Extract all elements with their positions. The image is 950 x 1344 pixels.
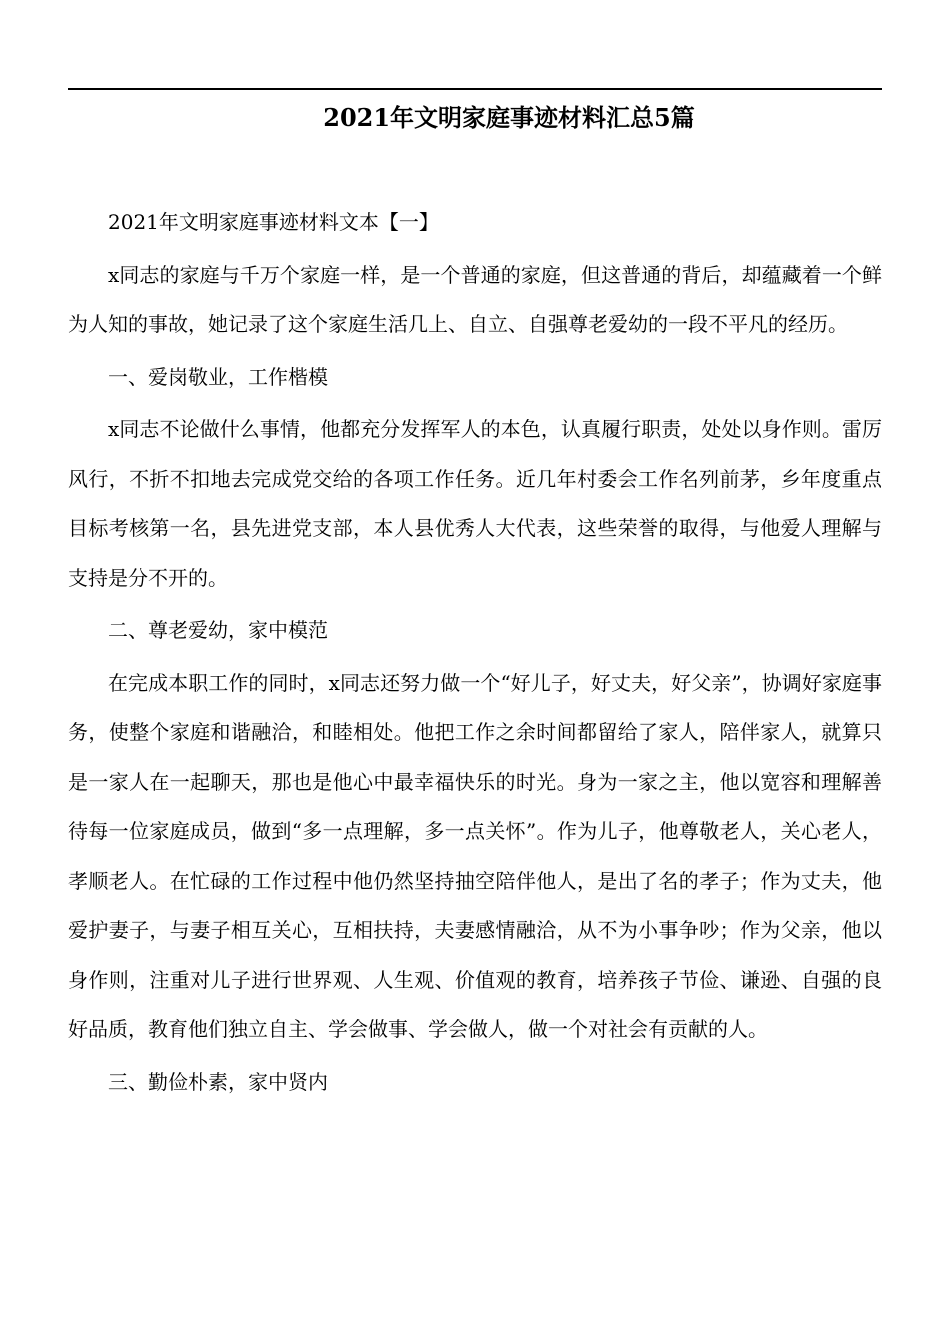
subsection-heading: 三、勤俭朴素，家中贤内 <box>108 1069 328 1094</box>
subsection-heading: 二、尊老爱幼，家中模范 <box>108 618 328 642</box>
document-body <box>68 198 882 1110</box>
subsection-heading: 一、爱岗敬业，工作楷模 <box>108 364 328 389</box>
document-title: 2021年文明家庭事迹材料汇总5篇 <box>323 103 695 132</box>
header-rule <box>68 88 882 90</box>
section-heading: 2021年文明家庭事迹材料文本【一】 <box>108 210 439 234</box>
body-paragraph: 在完成本职工作的同时，x同志还努力做一个“好儿子，好丈夫，好父亲”，协调好家庭事务，使整个家庭和谐融洽，和睦相处。他把工作之余时间都留给了家人，陪伴家人，就算只是一家人在一起聊天，那也是他心中最幸福快乐的时光。身为一家之主，他以宽容和理解善待每一位家庭成员，做到“多一点理解，多一点关怀”。作为儿子，他尊敬老人，关心老人，孝顺老人。在忙碌的工作过程中他仍然坚持抽空陪伴他人，是出了名的孝子；作为丈夫，他爱护妻子，与妻子相互关心，互相扶持，夫妻感情融洽，从不为小事争吵；作为父亲，他以身作则，注重对儿子进行世界观、人生观、价值观的教育，培养孩子节俭、谦逊、自强的良好品质，教育他们独立自主、学会做事、学会做人，做一个对社会有贡献的人。 <box>68 670 882 1041</box>
body-paragraph: x同志的家庭与千万个家庭一样，是一个普通的家庭，但这普通的背后，却蕴藏着一个鲜为人知的事故，她记录了这个家庭生活几上、自立、自强尊老爱幼的一段不平凡的经历。 <box>68 262 882 336</box>
body-paragraph: x同志不论做什么事情，他都充分发挥军人的本色，认真履行职责，处处以身作则。雷厉风行，不折不扣地去完成党交给的各项工作任务。近几年村委会工作名列前茅，乡年度重点目标考核第一名，县先进党支部，本人县优秀人大代表，这些荣誉的取得，与他爱人理解与支持是分不开的。 <box>68 417 882 590</box>
